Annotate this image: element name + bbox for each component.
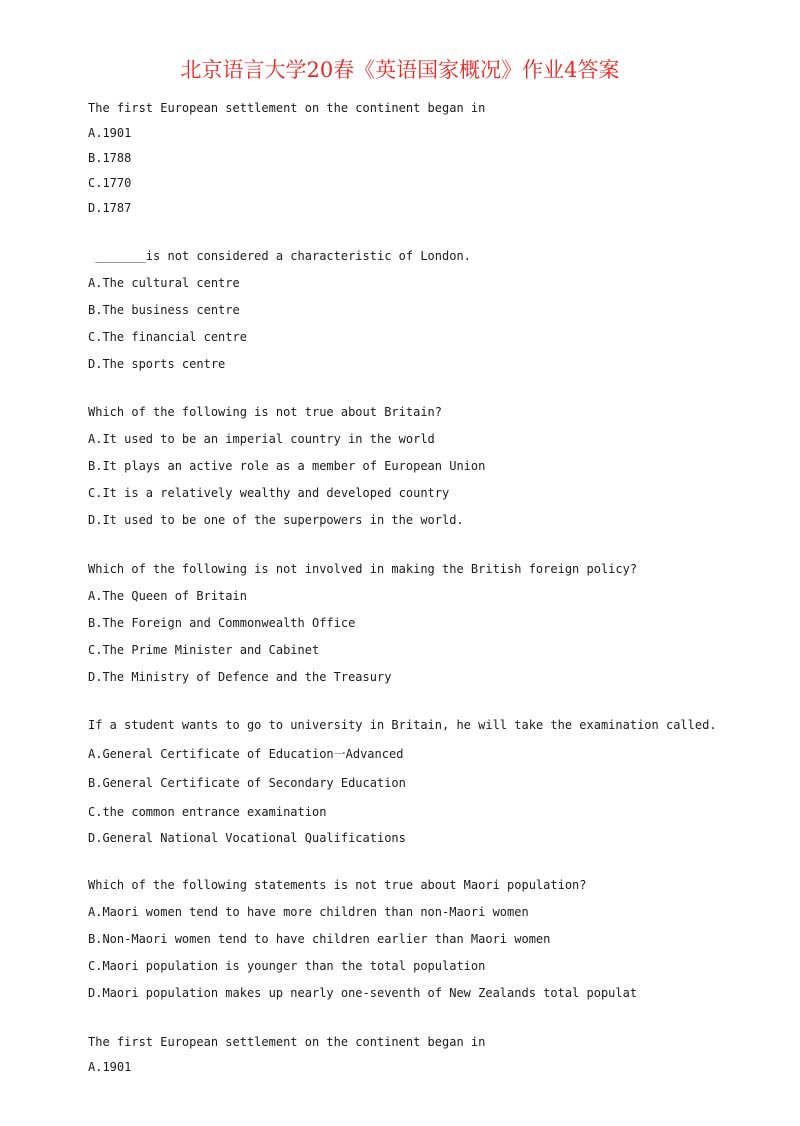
page-title: 北京语言大学20春《英语国家概况》作业4答案 <box>180 58 620 82</box>
option-d: D.The sports centre <box>88 357 226 371</box>
option-a: A.General Certificate of Education一Advanced <box>88 747 404 761</box>
question-text: The first European settlement on the continent began in <box>88 1035 486 1049</box>
question-block <box>88 405 485 540</box>
option-c: C.The Prime Minister and Cabinet <box>88 643 320 657</box>
option-d: D.The Ministry of Defence and the Treasury <box>88 670 392 684</box>
option-a: A.1901 <box>88 126 132 140</box>
question-text: Which of the following is not true about Britain? <box>88 405 443 419</box>
option-d: D.1787 <box>88 201 132 215</box>
option-d: D.It used to be one of the superpowers in the world. <box>88 513 464 527</box>
option-b: B.The Foreign and Commonwealth Office <box>88 616 356 630</box>
option-a: A.1901 <box>88 1060 132 1074</box>
question-text: Which of the following statements is not true about Maori population? <box>88 878 587 892</box>
option-d: D.Maori population makes up nearly one-seventh of New Zealands total populat <box>88 986 638 1000</box>
option-b: B.It plays an active role as a member of European Union <box>88 459 486 473</box>
option-b: B.Non-Maori women tend to have children earlier than Maori women <box>88 932 551 946</box>
option-a: A.The cultural centre <box>88 276 240 290</box>
question-block <box>88 101 485 226</box>
option-c: C.It is a relatively wealthy and developed country <box>88 486 450 500</box>
question-text: If a student wants to go to university in Britain, he will take the examination called. <box>88 718 717 732</box>
option-a: A.It used to be an imperial country in the world <box>88 432 435 446</box>
question-block <box>88 878 637 1013</box>
option-b: B.1788 <box>88 151 132 165</box>
question-block <box>88 1035 485 1085</box>
question-text: _______is not considered a characteristic of London. <box>88 249 471 263</box>
option-c: C.Maori population is younger than the total population <box>88 959 486 973</box>
question-block <box>88 249 471 384</box>
option-a: A.The Queen of Britain <box>88 589 247 603</box>
question-text: Which of the following is not involved in making the British foreign policy? <box>88 562 638 576</box>
option-b: B.General Certificate of Secondary Education <box>88 776 406 790</box>
option-a: A.Maori women tend to have more children than non-Maori women <box>88 905 529 919</box>
question-block <box>88 562 637 697</box>
option-c: C.The financial centre <box>88 330 247 344</box>
option-b: B.The business centre <box>88 303 240 317</box>
option-c: C.the common entrance examination <box>88 805 327 819</box>
question-text: The first European settlement on the continent began in <box>88 101 486 115</box>
option-d: D.General National Vocational Qualifications <box>88 831 406 845</box>
question-block <box>88 718 717 860</box>
option-c: C.1770 <box>88 176 132 190</box>
